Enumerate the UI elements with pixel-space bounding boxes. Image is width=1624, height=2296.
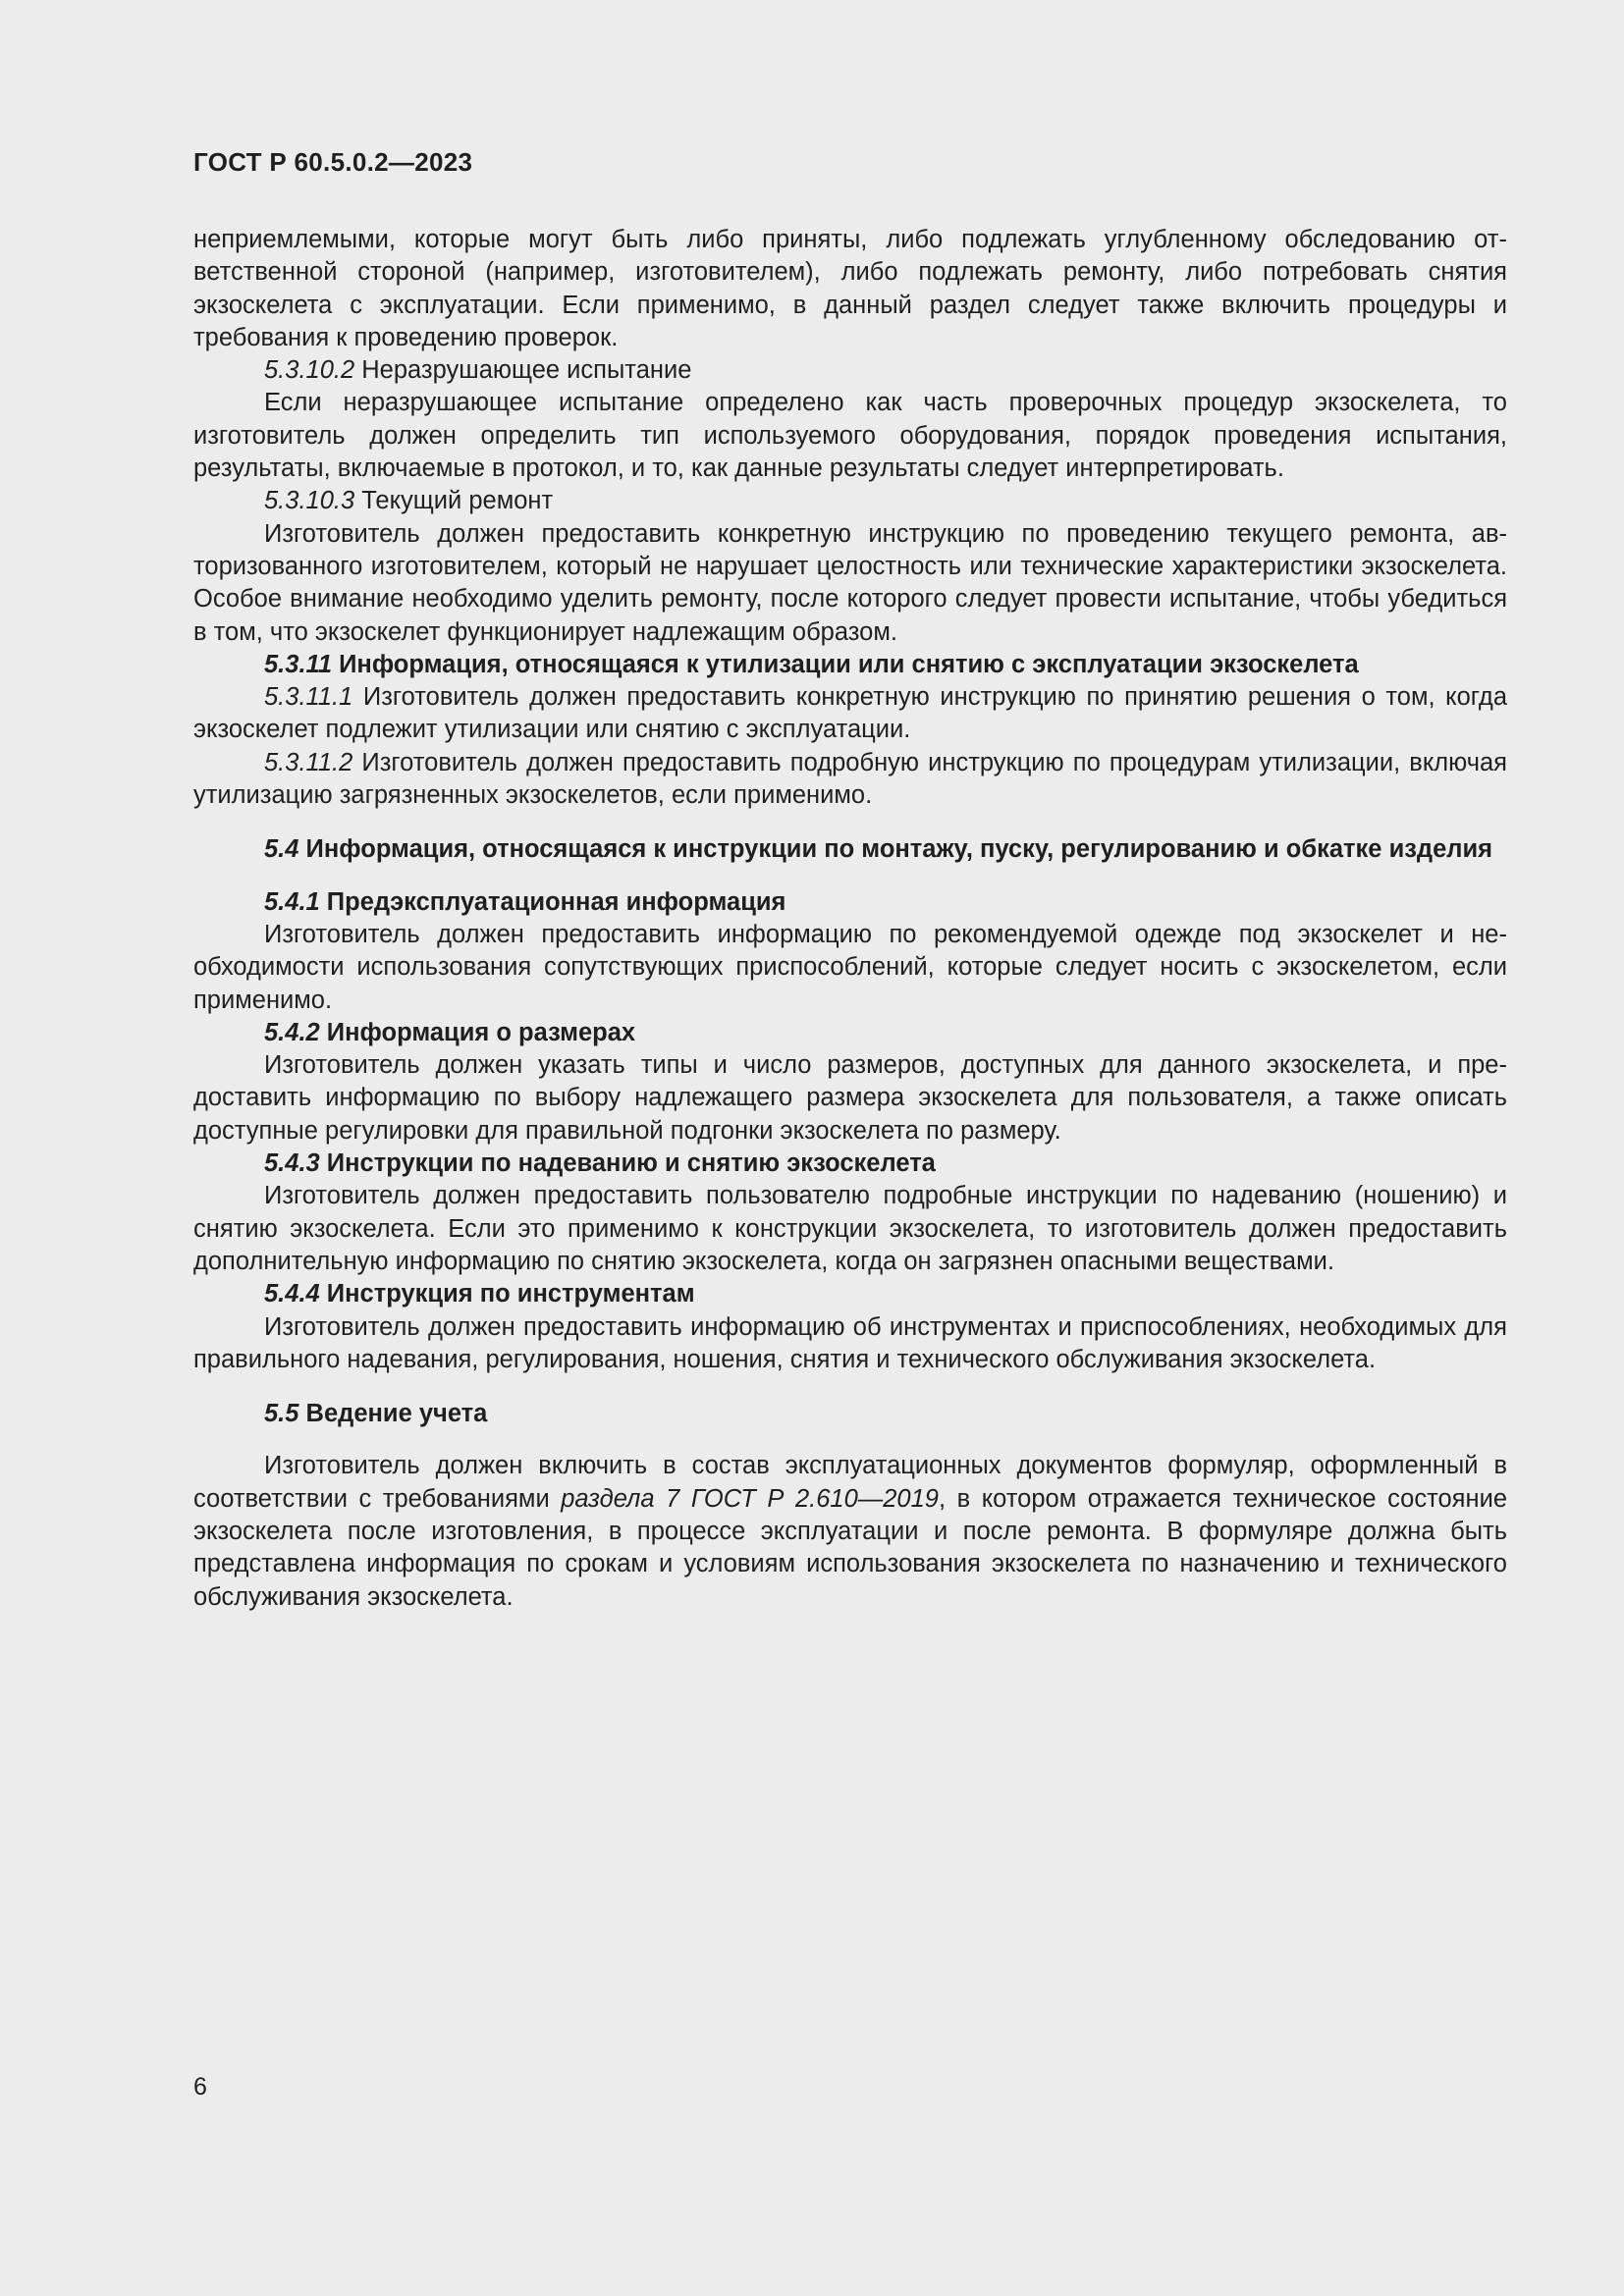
section-number: 5.3.11.2 bbox=[264, 748, 353, 776]
document-body bbox=[193, 224, 1507, 1614]
clause-5-3-11-2 bbox=[193, 747, 1507, 813]
paragraph: Изготовитель должен предоставить информацию по рекомендуемой одежде под экзоскелет и необходимости использования сопутствующих приспособлений, которые следует носить с экзоскелетом, если применимо. bbox=[193, 920, 1507, 1014]
section-number: 5.3.11 bbox=[264, 650, 333, 678]
subsection-heading-5-4-1 bbox=[193, 886, 1507, 919]
section-number: 5.4 bbox=[264, 835, 299, 864]
standard-reference: раздела 7 ГОСТ Р 2.610—2019 bbox=[561, 1484, 939, 1513]
section-number: 5.4.2 bbox=[264, 1018, 320, 1046]
paragraph: Изготовитель должен предоставить информацию об инструментах и приспособлениях, необходимых для правильного надевания, регулирования, ношения, снятия и технического обслуживания экзоскелета. bbox=[193, 1312, 1507, 1373]
section-number: 5.3.11.1 bbox=[264, 683, 353, 712]
section-number: 5.4.4 bbox=[264, 1280, 320, 1308]
page-number: 6 bbox=[193, 2073, 207, 2101]
subsection-heading-5-3-10-3 bbox=[193, 485, 1507, 517]
clause-5-3-11-1 bbox=[193, 681, 1507, 747]
section-title: Инструкции по надеванию и снятию экзоскелета bbox=[319, 1149, 936, 1178]
section-number: 5.3.10.3 bbox=[264, 487, 355, 515]
paragraph: Если неразрушающее испытание определено как часть проверочных процедур экзоскелета, то изготовитель должен определить тип используемого оборудования, порядок проведения испытания, результаты, включаемые в протокол, и то, как данные результаты следует интерпретировать. bbox=[193, 389, 1507, 483]
section-title: Предэксплуатационная информация bbox=[319, 887, 786, 916]
section-title: Информация о размерах bbox=[319, 1018, 636, 1046]
section-title: Ведение учета bbox=[298, 1400, 488, 1428]
section-title: Инструкция по инструментам bbox=[319, 1280, 695, 1308]
section-title: Информация, относящаяся к инструкции по монтажу, пуску, регулированию и обкатке изделия bbox=[298, 835, 1493, 864]
subsection-heading-5-4-2 bbox=[193, 1017, 1507, 1049]
paragraph bbox=[193, 1450, 1507, 1613]
section-heading-5-4 bbox=[193, 833, 1507, 866]
section-number: 5.4.1 bbox=[264, 887, 320, 916]
paragraph: Изготовитель должен указать типы и число размеров, доступных для данного экзоскелета, и предоставить информацию по выбору надлежащего размера экзоскелета для пользователя, а также описать доступные регулировки для правильной подгонки экзоскелета по размеру. bbox=[193, 1051, 1507, 1145]
subsection-heading-5-4-3 bbox=[193, 1148, 1507, 1180]
subsection-heading-5-4-4 bbox=[193, 1278, 1507, 1310]
clause-text: Изготовитель должен предоставить конкретную инструкцию по принятию решения о том, когда экзоскелет подлежит утилизации или снятию с эксплуатации. bbox=[193, 683, 1507, 744]
section-title: Текущий ремонт bbox=[354, 487, 554, 515]
section-heading-5-5 bbox=[193, 1398, 1507, 1430]
paragraph: неприемлемыми, которые могут быть либо приняты, либо подлежать углубленному обследованию ответственной стороной (например, изготовителем), либо подлежать ремонту, либо потребовать снятия экзоскелета с эксплуатации. Если применимо, в данный раздел следует также включить процедуры и требования к проведению проверок. bbox=[193, 226, 1507, 351]
paragraph: Изготовитель должен предоставить пользователю подробные инструкции по надеванию (ношению) и снятию экзоскелета. Если это применимо к конструкции экзоскелета, то изготовитель должен предоставить дополнительную информацию по снятию экзоскелета, когда он загрязнен опасными веществами. bbox=[193, 1182, 1507, 1275]
section-number: 5.5 bbox=[264, 1400, 299, 1428]
section-number: 5.4.3 bbox=[264, 1149, 320, 1178]
section-title: Информация, относящаяся к утилизации или снятию с эксплуатации экзоскелета bbox=[332, 650, 1359, 678]
subsection-heading-5-3-10-2 bbox=[193, 354, 1507, 387]
paragraph-text: Изготовитель должен включить в состав эксплуатационных документов формуляр, оформленный в соответствии с требованиями bbox=[193, 1452, 1507, 1513]
clause-text: Изготовитель должен предоставить подробную инструкцию по процедурам утилизации, включая утилизацию загрязненных экзоскелетов, если применимо. bbox=[193, 748, 1507, 810]
document-header: ГОСТ Р 60.5.0.2—2023 bbox=[193, 147, 473, 177]
subsection-heading-5-3-11 bbox=[193, 649, 1507, 681]
paragraph-text: , в котором отражается техническое состояние экзоскелета после изготовления, в процессе эксплуатации и после ремонта. В формуляре должна быть представлена информация по срокам и условиям использования экзоскелета по назначению и технического обслуживания экзоскелета. bbox=[193, 1484, 1507, 1611]
section-number: 5.3.10.2 bbox=[264, 356, 355, 385]
section-title: Неразрушающее испытание bbox=[354, 356, 692, 385]
paragraph: Изготовитель должен предоставить конкретную инструкцию по проведению текущего ремонта, авторизованного изготовителем, который не нарушает целостность или технические характеристики экзоскелета. Особое внимание необходимо уделить ремонту, после которого следует провести испытание, чтобы убедиться в том, что экзоскелет функционирует надлежащим образом. bbox=[193, 519, 1507, 646]
